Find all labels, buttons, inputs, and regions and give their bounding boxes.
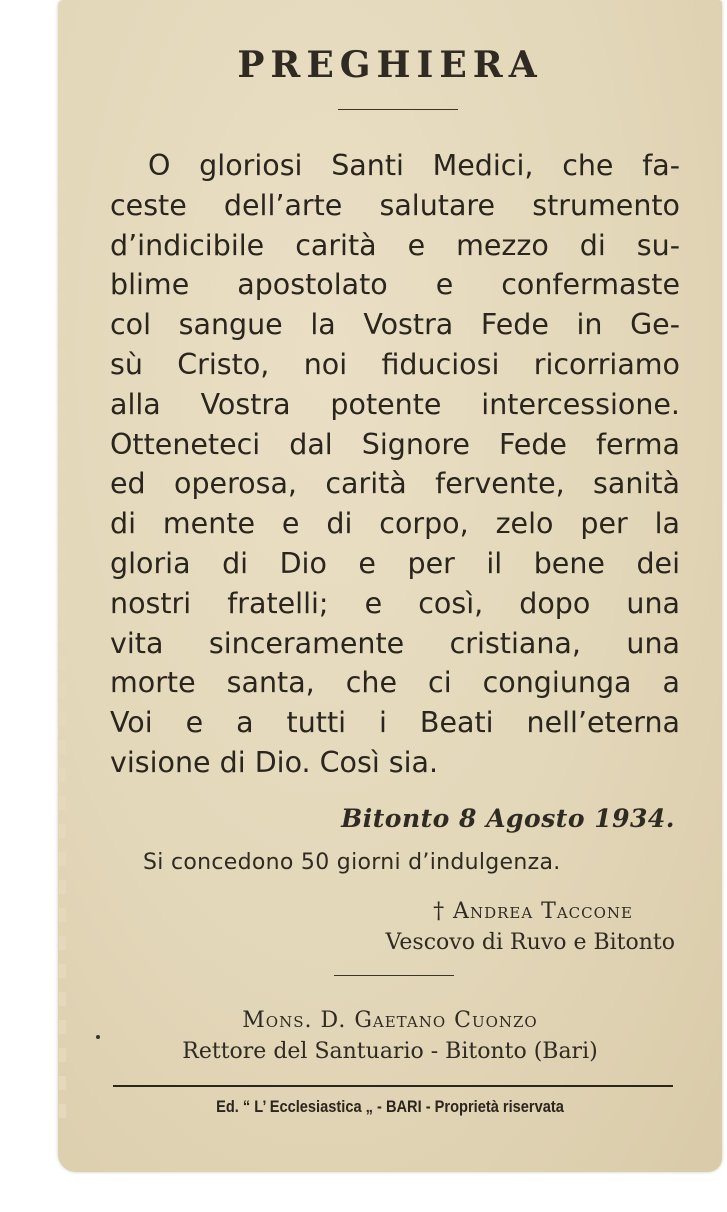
prayer-line: sù Cristo, noi fiduciosi ricorriamo bbox=[110, 347, 680, 381]
perforated-edge bbox=[54, 180, 66, 1130]
date-line: Bitonto 8 Agosto 1934. bbox=[341, 804, 675, 833]
prayer-line: visione di Dio. Così sia. bbox=[110, 745, 439, 779]
title-divider bbox=[338, 109, 458, 110]
prayer-line: nostri fratelli; e così, dopo una bbox=[110, 586, 680, 620]
indulgence-line: Si concedono 50 giorni d’indulgenza. bbox=[143, 850, 561, 875]
rector-block bbox=[58, 1005, 722, 1067]
bishop-title: Vescovo di Ruvo e Bitonto bbox=[385, 930, 675, 955]
rector-title: Rettore del Santuario - Bitonto (Bari) bbox=[182, 1039, 598, 1064]
prayer-text bbox=[110, 146, 680, 783]
prayer-line: di mente e di corpo, zelo per la bbox=[110, 507, 680, 541]
rector-name: Mons. D. Gaetano Cuonzo bbox=[242, 1008, 538, 1033]
prayer-line: morte santa, che ci congiunga a bbox=[110, 666, 680, 700]
prayer-line: O gloriosi Santi Medici, che fa- bbox=[148, 149, 680, 182]
footer-divider bbox=[113, 1085, 673, 1087]
prayer-line: d’indicibile carità e mezzo di su- bbox=[110, 228, 680, 262]
prayer-line: ed operosa, carità fervente, sanità bbox=[110, 467, 680, 501]
publisher-line: Ed. “ L’ Ecclesiastica „ - BARI - Proprietà riservata bbox=[216, 1097, 564, 1116]
prayer-line: alla Vostra potente intercessione. bbox=[110, 387, 680, 421]
prayer-line: blime apostolato e confermaste bbox=[110, 268, 680, 302]
prayer-line: ceste dell’arte salutare strumento bbox=[110, 188, 680, 222]
prayer-line: Voi e a tutti i Beati nell’eterna bbox=[110, 706, 680, 740]
prayer-line: vita sinceramente cristiana, una bbox=[110, 626, 680, 660]
bishop-signature bbox=[386, 896, 675, 958]
signature-divider bbox=[334, 975, 454, 976]
prayer-line: gloria di Dio e per il bene dei bbox=[110, 546, 680, 580]
prayer-line: col sangue la Vostra Fede in Ge- bbox=[110, 308, 680, 342]
bishop-name: † Andrea Taccone bbox=[433, 899, 633, 924]
page-title: PREGHIERA bbox=[237, 44, 543, 86]
prayer-line: Otteneteci dal Signore Fede ferma bbox=[110, 427, 680, 461]
